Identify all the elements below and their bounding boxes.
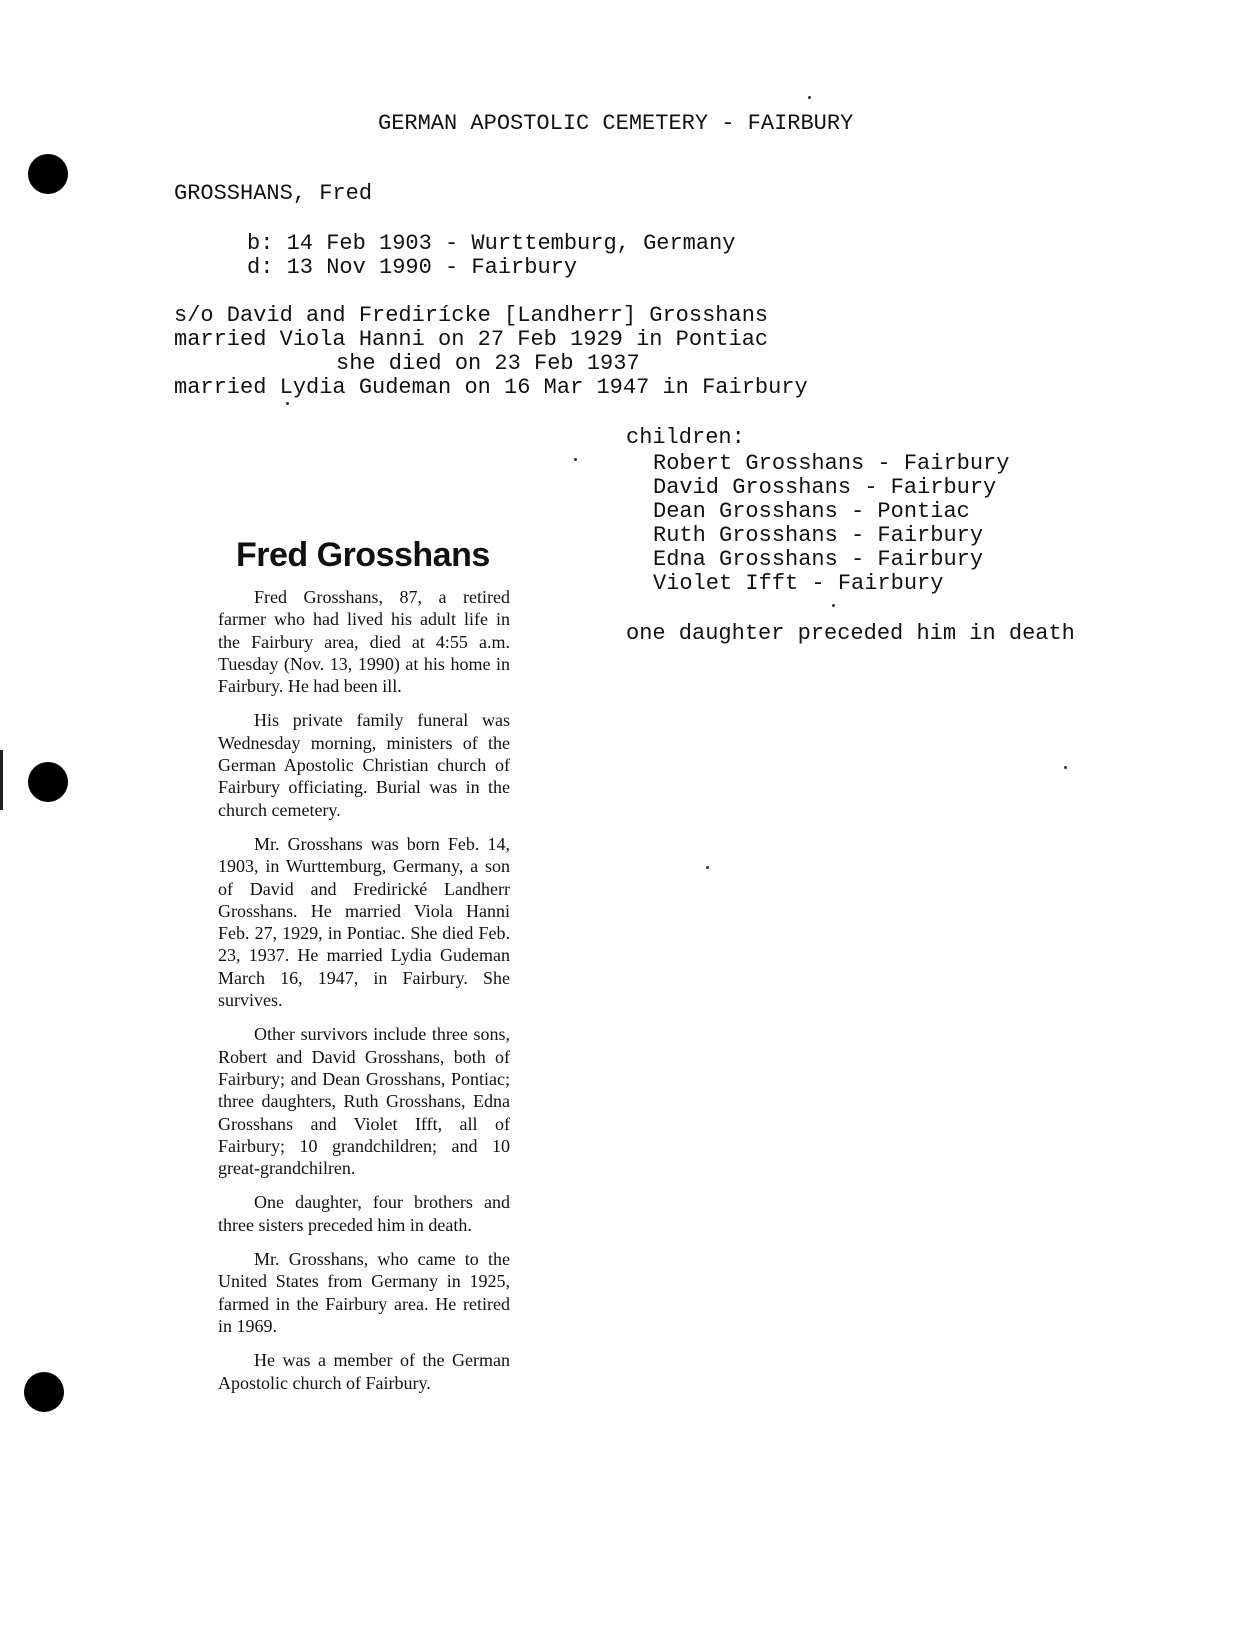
binder-hole-bottom	[24, 1372, 64, 1412]
child-item: Violet Ifft - Fairbury	[653, 571, 944, 596]
children-label: children:	[626, 425, 745, 450]
child-item: Dean Grosshans - Pontiac	[653, 499, 970, 524]
record-birth: b: 14 Feb 1903 - Wurttemburg, Germany	[247, 231, 736, 256]
record-note: one daughter preceded him in death	[626, 621, 1075, 646]
record-parents: s/o David and Fredirícke [Landherr] Grosshans	[174, 303, 769, 328]
record-spouse-death: she died on 23 Feb 1937	[336, 351, 640, 376]
scan-speck	[286, 402, 289, 405]
clipping-title: Fred Grosshans	[236, 536, 490, 574]
scan-speck	[706, 866, 709, 869]
scan-speck	[808, 96, 811, 99]
binder-hole-middle	[28, 762, 68, 802]
clipping-paragraph: He was a member of the German Apostolic church of Fairbury.	[218, 1350, 510, 1393]
scan-speck	[832, 604, 835, 607]
child-item: Ruth Grosshans - Fairbury	[653, 523, 984, 548]
clipping-paragraph: Mr. Grosshans was born Feb. 14, 1903, in Wurttemburg, Germany, a son of David and Fredirické Landherr Grosshans. He married Viola Hanni Feb. 27, 1929, in Pontiac. She died Feb. 23, 1937. He married Lydia Gudeman March 16, 1947, in Fairbury. She survives.	[218, 833, 510, 1011]
child-item: Edna Grosshans - Fairbury	[653, 547, 984, 572]
binder-edge-mark	[0, 750, 3, 810]
clipping-paragraph: Fred Grosshans, 87, a retired farmer who had lived his adult life in the Fairbury area, died at 4:55 a.m. Tuesday (Nov. 13, 1990) at his home in Fairbury. He had been ill.	[218, 587, 510, 697]
obituary-clipping	[212, 500, 522, 1480]
scan-speck	[574, 458, 577, 461]
clipping-paragraph: Mr. Grosshans, who came to the United States from Germany in 1925, farmed in the Fairbury area. He retired in 1969.	[218, 1249, 510, 1336]
clipping-paragraph: Other survivors include three sons, Robert and David Grosshans, both of Fairbury; and Dean Grosshans, Pontiac; three daughters, Ruth Grosshans, Edna Grosshans and Violet Ifft, all of Fairbury; 10 grandchildren; and 10 great-grandchilren.	[218, 1024, 510, 1179]
record-marriage-1: married Viola Hanni on 27 Feb 1929 in Pontiac	[174, 327, 769, 352]
child-item: David Grosshans - Fairbury	[653, 475, 997, 500]
clipping-paragraph: His private family funeral was Wednesday morning, ministers of the German Apostolic Christian church of Fairbury officiating. Burial was in the church cemetery.	[218, 710, 510, 820]
scan-speck	[1064, 766, 1067, 769]
binder-hole-top	[28, 154, 68, 194]
record-death: d: 13 Nov 1990 - Fairbury	[247, 255, 578, 280]
record-name: GROSSHANS, Fred	[174, 181, 373, 206]
page-title: GERMAN APOSTOLIC CEMETERY - FAIRBURY	[378, 111, 854, 136]
clipping-body	[218, 586, 510, 1406]
child-item: Robert Grosshans - Fairbury	[653, 451, 1010, 476]
clipping-paragraph: One daughter, four brothers and three sisters preceded him in death.	[218, 1192, 510, 1235]
record-marriage-2: married Lydia Gudeman on 16 Mar 1947 in Fairbury	[174, 375, 808, 400]
